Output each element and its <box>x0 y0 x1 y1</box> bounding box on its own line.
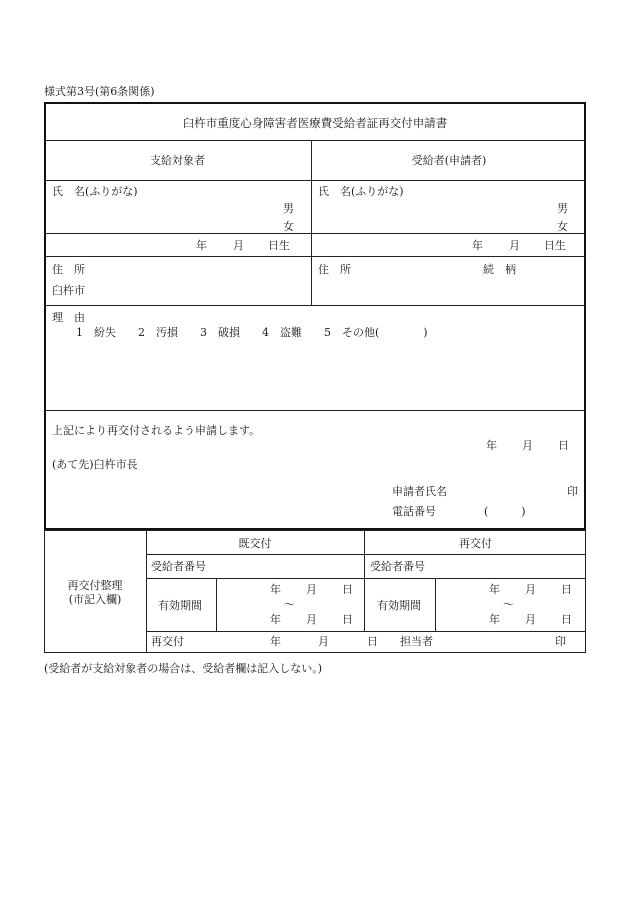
declaration-year: 年 <box>486 439 497 452</box>
declaration-text: 上記により再交付されるよう申請します。 <box>52 424 261 437</box>
prev-to-month: 月 <box>306 613 317 626</box>
left-address-label: 住 所 <box>52 263 85 276</box>
left-female: 女 <box>283 220 294 233</box>
declaration-month: 月 <box>522 439 533 452</box>
staff-seal: 印 <box>555 635 566 648</box>
prev-issue-header: 既交付 <box>238 537 272 550</box>
right-column-header: 受給者(申請者) <box>411 154 487 167</box>
divider-title <box>44 140 586 141</box>
prev-to-day: 日 <box>342 613 353 626</box>
new-from-year: 年 <box>489 583 500 596</box>
left-birth-day: 日生 <box>268 239 290 252</box>
office-section-label-2: (市記入欄) <box>68 593 122 606</box>
new-recipient-no-label: 受給者番号 <box>370 560 425 573</box>
reissue-year: 年 <box>270 635 281 648</box>
right-birth-month: 月 <box>509 239 520 252</box>
right-male: 男 <box>557 202 568 215</box>
new-tilde: ～ <box>503 598 514 611</box>
form-number: 様式第3号(第6条関係) <box>44 85 155 98</box>
prev-to-year: 年 <box>270 613 281 626</box>
prev-from-year: 年 <box>270 583 281 596</box>
reissue-month: 月 <box>318 635 329 648</box>
phone-label: 電話番号 <box>392 505 436 518</box>
divider-name <box>44 233 586 234</box>
divider-address <box>44 305 586 306</box>
prev-validity-label: 有効期間 <box>158 599 202 612</box>
new-to-month: 月 <box>525 613 536 626</box>
left-male: 男 <box>283 202 294 215</box>
new-issue-header: 再交付 <box>459 537 492 550</box>
declaration-day: 日 <box>558 439 569 452</box>
divider-reason <box>44 410 586 411</box>
left-birth-year: 年 <box>196 239 207 252</box>
right-birth-day: 日生 <box>544 239 566 252</box>
new-to-year: 年 <box>489 613 500 626</box>
right-address-label: 住 所 <box>318 263 351 276</box>
applicant-seal: 印 <box>567 485 578 498</box>
office-validity-divider-right <box>435 578 436 631</box>
office-row-3 <box>146 631 586 632</box>
new-to-day: 日 <box>561 613 572 626</box>
staff-label: 担当者 <box>400 635 433 648</box>
divider-header <box>44 180 586 181</box>
left-column-header: 支給対象者 <box>150 154 205 167</box>
reissue-day: 日 <box>367 635 378 648</box>
new-validity-label: 有効期間 <box>377 599 421 612</box>
reason-label: 理 由 <box>52 311 85 324</box>
prev-from-day: 日 <box>342 583 353 596</box>
new-from-month: 月 <box>525 583 536 596</box>
prev-tilde: ～ <box>284 598 295 611</box>
divider-birth <box>44 256 586 257</box>
left-name-label: 氏 名(ふりがな) <box>52 185 138 198</box>
office-row-1 <box>146 554 586 555</box>
reason-options: 1 紛失 2 汚損 3 破損 4 盗難 5 その他( ) <box>76 326 428 339</box>
right-birth-year: 年 <box>472 239 483 252</box>
reissue-label: 再交付 <box>151 635 184 648</box>
form-title: 臼杵市重度心身障害者医療費受給者証再交付申請書 <box>182 116 448 130</box>
right-name-label: 氏 名(ふりがな) <box>318 185 404 198</box>
office-row-2 <box>146 578 586 579</box>
phone-paren: ( ) <box>484 505 526 518</box>
right-relation-label: 続 柄 <box>483 263 516 276</box>
applicant-name-label: 申請者氏名 <box>392 485 447 498</box>
prev-recipient-no-label: 受給者番号 <box>151 560 206 573</box>
new-from-day: 日 <box>561 583 572 596</box>
prev-from-month: 月 <box>306 583 317 596</box>
office-validity-divider-left <box>216 578 217 631</box>
addressee: (あて先)臼杵市長 <box>52 458 138 471</box>
left-address-value: 臼杵市 <box>52 284 85 297</box>
right-female: 女 <box>557 220 568 233</box>
left-birth-month: 月 <box>233 239 244 252</box>
footnote: (受給者が支給対象者の場合は、受給者欄は記入しない。) <box>44 662 323 675</box>
office-section-label-1: 再交付整理 <box>67 579 123 592</box>
